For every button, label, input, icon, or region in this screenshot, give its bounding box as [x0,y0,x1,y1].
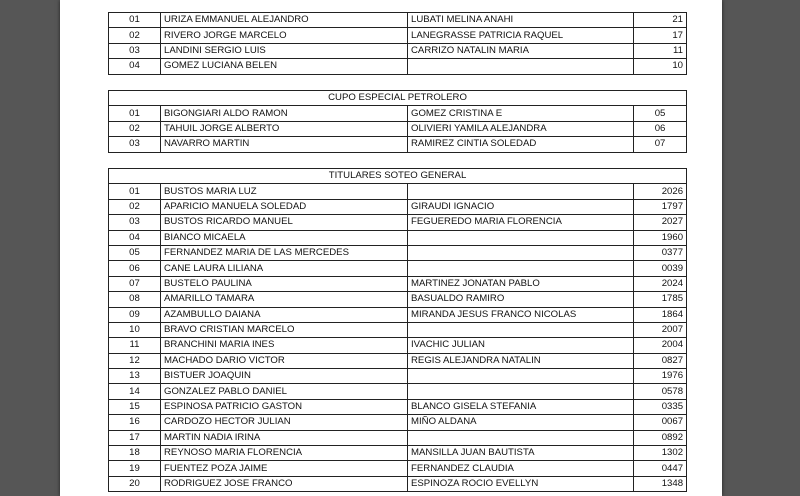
row-alternate [408,230,634,245]
row-alternate [408,184,634,199]
table-row [109,415,687,430]
row-name: GONZALEZ PABLO DANIEL [161,384,408,399]
row-code: 2024 [634,276,687,291]
row-name: LANDINI SERGIO LUIS [161,43,408,58]
row-alternate: GOMEZ CRISTINA E [408,106,634,121]
row-alternate: MIÑO ALDANA [408,415,634,430]
table-titulares-sorteo-general [108,168,687,492]
table-row [109,322,687,337]
table-row [109,245,687,260]
row-code: 0892 [634,430,687,445]
table-row [109,199,687,214]
table-title-row [109,169,687,184]
row-name: BUSTOS MARIA LUZ [161,184,408,199]
table-row [109,230,687,245]
row-name: MACHADO DARIO VICTOR [161,353,408,368]
row-code: 1976 [634,369,687,384]
row-alternate: BASUALDO RAMIRO [408,292,634,307]
row-code: 21 [634,13,687,28]
row-name: APARICIO MANUELA SOLEDAD [161,199,408,214]
row-alternate: MIRANDA JESUS FRANCO NICOLAS [408,307,634,322]
row-code: 1348 [634,476,687,491]
row-alternate: ESPINOZA ROCIO EVELLYN [408,476,634,491]
row-number: 20 [109,476,161,491]
table-row [109,307,687,322]
table-row [109,369,687,384]
row-name: AMARILLO TAMARA [161,292,408,307]
row-number: 03 [109,215,161,230]
row-alternate [408,384,634,399]
row-number: 17 [109,430,161,445]
document-page [60,0,722,496]
row-name: BRAVO CRISTIAN MARCELO [161,322,408,337]
row-name: RODRIGUEZ JOSE FRANCO [161,476,408,491]
row-name: MARTIN NADIA IRINA [161,430,408,445]
row-number: 06 [109,261,161,276]
row-name: REYNOSO MARIA FLORENCIA [161,446,408,461]
row-alternate: FERNANDEZ CLAUDIA [408,461,634,476]
row-name: TAHUIL JORGE ALBERTO [161,121,408,136]
table-row [109,338,687,353]
table-row [109,106,687,121]
row-number: 10 [109,322,161,337]
row-number: 02 [109,199,161,214]
table-title: TITULARES SOTEO GENERAL [109,169,687,184]
row-number: 02 [109,121,161,136]
row-code: 11 [634,43,687,58]
row-code: 2026 [634,184,687,199]
row-code: 1785 [634,292,687,307]
table-row [109,292,687,307]
table-row [109,399,687,414]
table-row [109,43,687,58]
row-code: 07 [634,137,687,152]
row-code: 1797 [634,199,687,214]
row-number: 15 [109,399,161,414]
row-number: 18 [109,446,161,461]
table-row [109,353,687,368]
row-number: 04 [109,230,161,245]
table-row [109,137,687,152]
table-row [109,184,687,199]
row-code: 17 [634,28,687,43]
row-name: CANE LAURA LILIANA [161,261,408,276]
row-code: 0447 [634,461,687,476]
row-number: 01 [109,106,161,121]
row-number: 12 [109,353,161,368]
row-name: GOMEZ LUCIANA BELEN [161,59,408,74]
table-title: CUPO ESPECIAL PETROLERO [109,91,687,106]
table-cupo-especial-petrolero [108,90,687,153]
row-name: BRANCHINI MARIA INES [161,338,408,353]
row-alternate: CARRIZO NATALIN MARIA [408,43,634,58]
row-code: 06 [634,121,687,136]
row-number: 07 [109,276,161,291]
row-number: 01 [109,13,161,28]
row-alternate: BLANCO GISELA STEFANIA [408,399,634,414]
row-number: 11 [109,338,161,353]
row-name: BUSTELO PAULINA [161,276,408,291]
table-row [109,121,687,136]
row-number: 16 [109,415,161,430]
table-row [109,13,687,28]
row-number: 13 [109,369,161,384]
row-number: 03 [109,137,161,152]
table-row [109,276,687,291]
row-name: BIGONGIARI ALDO RAMON [161,106,408,121]
row-number: 14 [109,384,161,399]
row-alternate [408,369,634,384]
row-code: 1864 [634,307,687,322]
row-number: 05 [109,245,161,260]
row-name: BISTUER JOAQUIN [161,369,408,384]
row-alternate [408,59,634,74]
row-name: FERNANDEZ MARIA DE LAS MERCEDES [161,245,408,260]
row-number: 03 [109,43,161,58]
row-number: 02 [109,28,161,43]
row-number: 19 [109,461,161,476]
row-alternate: FEGUEREDO MARIA FLORENCIA [408,215,634,230]
row-code: 05 [634,106,687,121]
row-code: 2004 [634,338,687,353]
row-code: 0039 [634,261,687,276]
row-alternate: GIRAUDI IGNACIO [408,199,634,214]
row-name: ESPINOSA PATRICIO GASTON [161,399,408,414]
row-code: 1302 [634,446,687,461]
table-row [109,261,687,276]
row-code: 2027 [634,215,687,230]
row-code: 1960 [634,230,687,245]
table-row [109,476,687,491]
row-alternate [408,322,634,337]
row-alternate: LANEGRASSE PATRICIA RAQUEL [408,28,634,43]
row-alternate: MARTINEZ JONATAN PABLO [408,276,634,291]
row-number: 09 [109,307,161,322]
row-code: 0578 [634,384,687,399]
row-code: 0827 [634,353,687,368]
row-name: URIZA EMMANUEL ALEJANDRO [161,13,408,28]
table-row [109,215,687,230]
row-alternate: MANSILLA JUAN BAUTISTA [408,446,634,461]
row-name: FUENTEZ POZA JAIME [161,461,408,476]
row-name: BUSTOS RICARDO MANUEL [161,215,408,230]
row-code: 10 [634,59,687,74]
row-alternate [408,261,634,276]
row-alternate [408,430,634,445]
row-code: 0335 [634,399,687,414]
table-row [109,28,687,43]
row-alternate: IVACHIC JULIAN [408,338,634,353]
row-code: 0377 [634,245,687,260]
row-code: 0067 [634,415,687,430]
table-title-row [109,91,687,106]
row-alternate: REGIS ALEJANDRA NATALIN [408,353,634,368]
table-row [109,446,687,461]
table-row [109,430,687,445]
row-name: AZAMBULLO DAIANA [161,307,408,322]
table-row [109,59,687,74]
row-code: 2007 [634,322,687,337]
row-alternate: LUBATI MELINA ANAHI [408,13,634,28]
row-alternate: RAMIREZ CINTIA SOLEDAD [408,137,634,152]
row-number: 01 [109,184,161,199]
table-row [109,384,687,399]
row-number: 04 [109,59,161,74]
row-alternate: OLIVIERI YAMILA ALEJANDRA [408,121,634,136]
row-number: 08 [109,292,161,307]
table-row [109,461,687,476]
row-name: NAVARRO MARTIN [161,137,408,152]
row-name: CARDOZO HECTOR JULIAN [161,415,408,430]
row-name: RIVERO JORGE MARCELO [161,28,408,43]
row-alternate [408,245,634,260]
row-name: BIANCO MICAELA [161,230,408,245]
table-top [108,12,687,75]
